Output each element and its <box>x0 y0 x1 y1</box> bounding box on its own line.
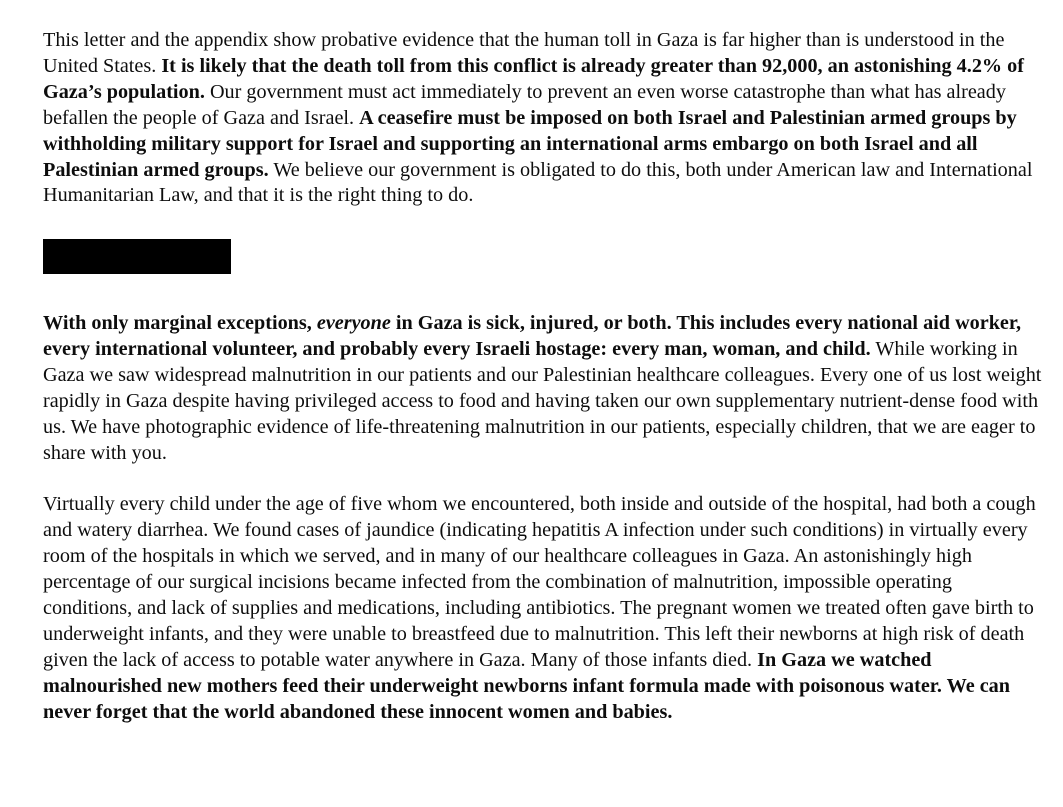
letter-page <box>43 28 1043 725</box>
bold-italic-segment: everyone <box>316 312 391 335</box>
text-segment: Our government must act immediately to prevent an even worse catastrophe than what has already befallen the people of Gaza and Israel. <box>43 80 1006 129</box>
text-segment: Virtually every child under the age of five whom we encountered, both inside and outside of the hospital, had both a cough and watery diarrhea. We found cases of jaundice (indicating hepatitis A infection under such conditions) in virtually every room of the hospitals in which we served, and in many of our healthcare colleagues in Gaza. An astonishingly high percentage of our surgical incisions became infected from the combination of malnutrition, impossible operating conditions, and lack of supplies and medications, including antibiotics. The pregnant women we treated often gave birth to underweight infants, and they were unable to breastfeed due to malnutrition. This left their newborns at high risk of death given the lack of access to potable water anywhere in Gaza. Many of those infants died. <box>43 493 1036 671</box>
redaction-block <box>43 239 231 274</box>
paragraph-everyone-sick <box>43 311 1043 466</box>
bold-segment: With only marginal exceptions, <box>43 312 317 335</box>
paragraph-children-health <box>43 492 1043 725</box>
text-segment: While working in Gaza we saw widespread malnutrition in our patients and our Palestinian healthcare colleagues. Every one of us lost weight rapidly in Gaza despite having privileged access to food and having taken our own supplementary nutrient-dense food with us. We have photographic evidence of life-threatening malnutrition in our patients, especially children, that we are eager to share with you. <box>43 338 1042 464</box>
text-segment: This letter and the appendix show probative evidence that the human toll in Gaza is far higher than is understood in the United States. <box>43 29 1005 77</box>
paragraph-death-toll <box>43 28 1043 209</box>
bold-segment: in Gaza is sick, injured, or both. This includes every national aid worker, every international volunteer, and probably every Israeli hostage: every man, woman, and child. <box>43 312 1022 361</box>
bold-segment: It is likely that the death toll from this conflict is already greater than 92,000, an astonishing 4.2% of Gaza’s population. <box>43 54 1024 103</box>
bold-segment: A ceasefire must be imposed on both Israel and Palestinian armed groups by withholding military support for Israel and supporting an international arms embargo on both Israel and all Palestinian armed groups. <box>43 106 1017 181</box>
text-segment: We believe our government is obligated to do this, both under American law and International Humanitarian Law, and that it is the right thing to do. <box>43 158 1033 207</box>
bold-segment: In Gaza we watched malnourished new mothers feed their underweight newborns infant formula made with poisonous water. We can never forget that the world abandoned these innocent women and babies. <box>43 648 1010 723</box>
